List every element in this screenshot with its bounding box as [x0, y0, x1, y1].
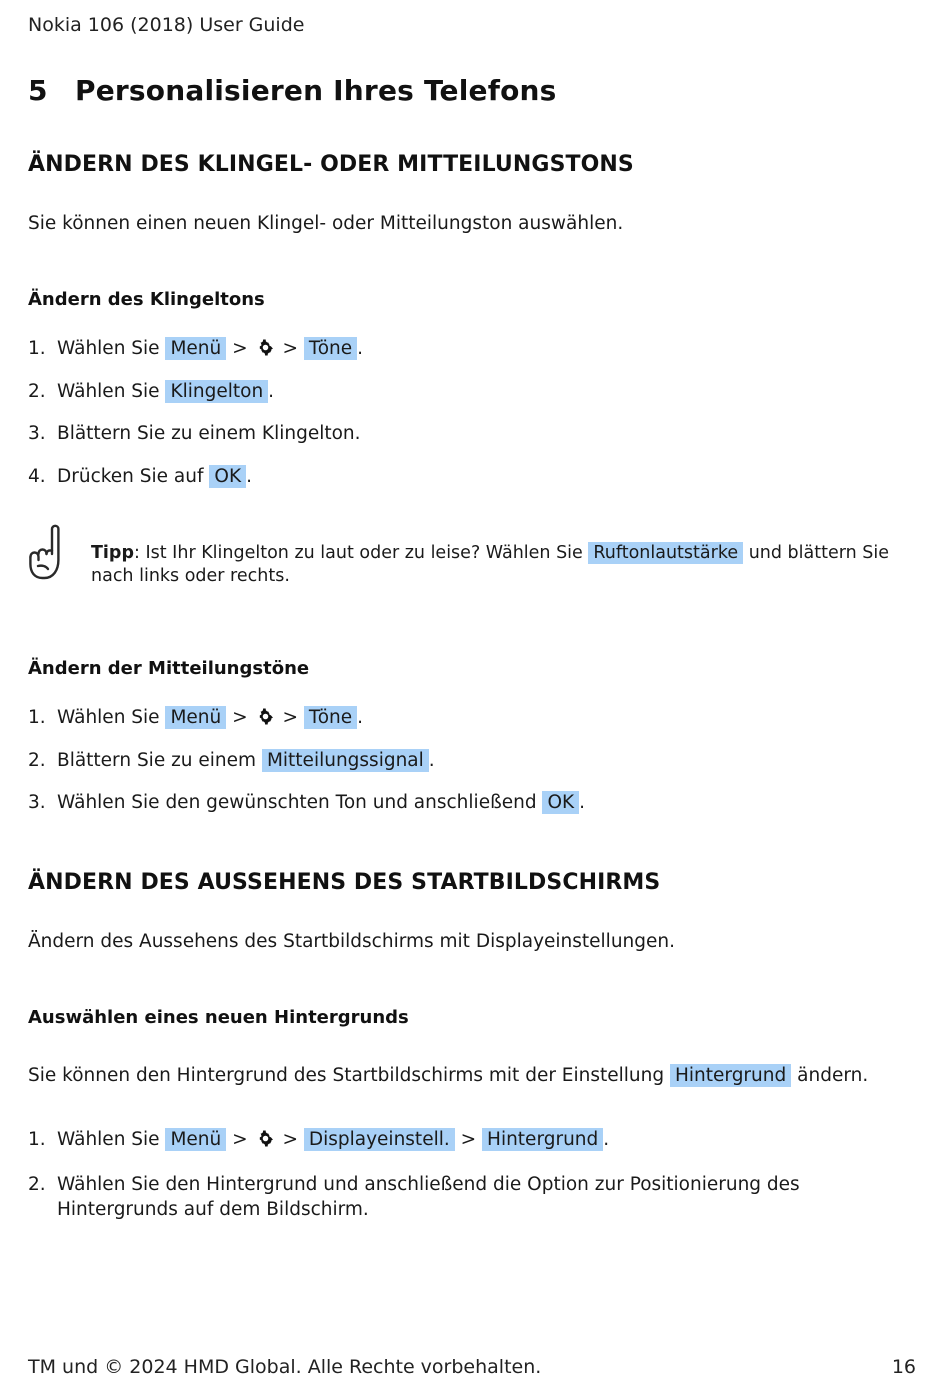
- step-text: [57, 792, 585, 813]
- menu-option: Menü: [165, 337, 226, 360]
- step-prefix: Wählen Sie den gewünschten Ton und anschließend: [57, 792, 537, 813]
- menu-option: Klingelton: [165, 380, 268, 403]
- menu-option: Hintergrund: [482, 1128, 603, 1151]
- list-item: [28, 466, 363, 509]
- menu-option: Töne: [304, 337, 357, 360]
- list-item: [28, 423, 363, 466]
- step-number: 4.: [28, 465, 46, 487]
- step-number: 2.: [28, 749, 46, 771]
- list-item: [28, 338, 363, 381]
- step-number: 1.: [28, 338, 46, 359]
- tip-prefix: Ist Ihr Klingelton zu laut oder zu leise? Wählen Sie: [145, 543, 583, 563]
- section-intro-ringtone: Sie können einen neuen Klingel- oder Mitteilungston auswählen.: [28, 213, 624, 234]
- section-heading-ringtone: ÄNDERN DES KLINGEL- ODER MITTEILUNGSTONS: [28, 152, 634, 177]
- separator: >: [460, 1129, 477, 1150]
- step-text: Wählen Sie den Hintergrund und anschließend die Option zur Positionierung des Hintergrunds auf dem Bildschirm.: [57, 1173, 800, 1220]
- tip-label: Tipp: [91, 543, 134, 563]
- pointing-finger-icon: [28, 524, 64, 582]
- section-intro-homescreen: Ändern des Aussehens des Startbildschirms mit Displayeinstellungen.: [28, 931, 675, 952]
- chapter-title: Personalisieren Ihres Telefons: [75, 74, 557, 107]
- separator: >: [232, 707, 248, 728]
- step-text: [57, 750, 585, 771]
- separator: >: [282, 1129, 298, 1150]
- tip-colon: :: [134, 543, 140, 563]
- step-prefix: Blättern Sie zu einem: [57, 749, 257, 771]
- list-item: [28, 381, 363, 424]
- step-text: [57, 466, 363, 487]
- wallpaper-steps: [28, 1129, 817, 1222]
- tip-suffix: und blättern Sie nach links oder rechts.: [91, 543, 890, 586]
- tip-text: [91, 542, 891, 588]
- subheading-change-notification: Ändern der Mitteilungstöne: [28, 658, 310, 679]
- chapter-heading: [28, 74, 557, 107]
- wallpaper-paragraph: [28, 1065, 868, 1086]
- ringtone-steps: [28, 338, 363, 508]
- step-prefix: Wählen Sie: [57, 1129, 160, 1150]
- menu-option: Menü: [165, 706, 226, 729]
- footer-copyright: TM und © 2024 HMD Global. Alle Rechte vorbehalten.: [28, 1356, 542, 1378]
- menu-option: Hintergrund: [670, 1064, 791, 1087]
- notification-steps: [28, 707, 585, 835]
- gear-icon: [256, 1129, 275, 1148]
- step-prefix: Wählen Sie: [57, 380, 160, 402]
- menu-option: Töne: [304, 706, 357, 729]
- step-number: 2.: [28, 1173, 46, 1195]
- subheading-new-wallpaper: Auswählen eines neuen Hintergrunds: [28, 1007, 409, 1028]
- list-item: [28, 707, 585, 750]
- document-title: Nokia 106 (2018) User Guide: [28, 14, 305, 36]
- menu-option: Mitteilungssignal: [262, 749, 429, 772]
- step-text: [57, 707, 585, 728]
- subheading-change-ringtone: Ändern des Klingeltons: [28, 289, 265, 310]
- chapter-number: 5: [28, 74, 48, 107]
- menu-option: Menü: [165, 1128, 226, 1151]
- paragraph-suffix: ändern.: [797, 1065, 869, 1086]
- menu-option: Ruftonlautstärke: [588, 542, 743, 564]
- step-prefix: Drücken Sie auf: [57, 465, 204, 487]
- list-item: [28, 792, 585, 835]
- separator: >: [232, 338, 248, 359]
- gear-icon: [256, 707, 275, 726]
- menu-option: Displayeinstell.: [304, 1128, 455, 1151]
- period: .: [246, 465, 252, 487]
- step-text: [57, 338, 363, 359]
- section-heading-homescreen: ÄNDERN DES AUSSEHENS DES STARTBILDSCHIRMS: [28, 870, 661, 895]
- period: .: [579, 792, 586, 813]
- tip-box: [28, 524, 898, 588]
- period: .: [428, 749, 435, 771]
- gear-icon: [256, 338, 275, 357]
- period: .: [357, 707, 364, 728]
- step-text: [57, 1129, 817, 1150]
- separator: >: [232, 1129, 248, 1150]
- step-number: 1.: [28, 1129, 46, 1150]
- step-number: 2.: [28, 380, 46, 402]
- list-item: [28, 750, 585, 793]
- step-number: 1.: [28, 707, 46, 728]
- separator: >: [282, 338, 298, 359]
- list-item: [28, 1129, 817, 1172]
- menu-option: OK: [542, 791, 579, 814]
- period: .: [268, 380, 275, 402]
- step-number: 3.: [28, 423, 46, 444]
- page-number: 16: [891, 1356, 916, 1378]
- paragraph-prefix: Sie können den Hintergrund des Startbildschirms mit der Einstellung: [28, 1065, 665, 1086]
- step-number: 3.: [28, 792, 46, 813]
- period: .: [603, 1129, 610, 1150]
- step-prefix: Wählen Sie: [57, 338, 160, 359]
- menu-option: OK: [209, 465, 246, 488]
- step-text: [57, 381, 363, 402]
- period: .: [357, 338, 364, 359]
- step-prefix: Wählen Sie: [57, 707, 160, 728]
- separator: >: [282, 707, 298, 728]
- step-text: Blättern Sie zu einem Klingelton.: [57, 423, 361, 444]
- list-item: [28, 1172, 817, 1222]
